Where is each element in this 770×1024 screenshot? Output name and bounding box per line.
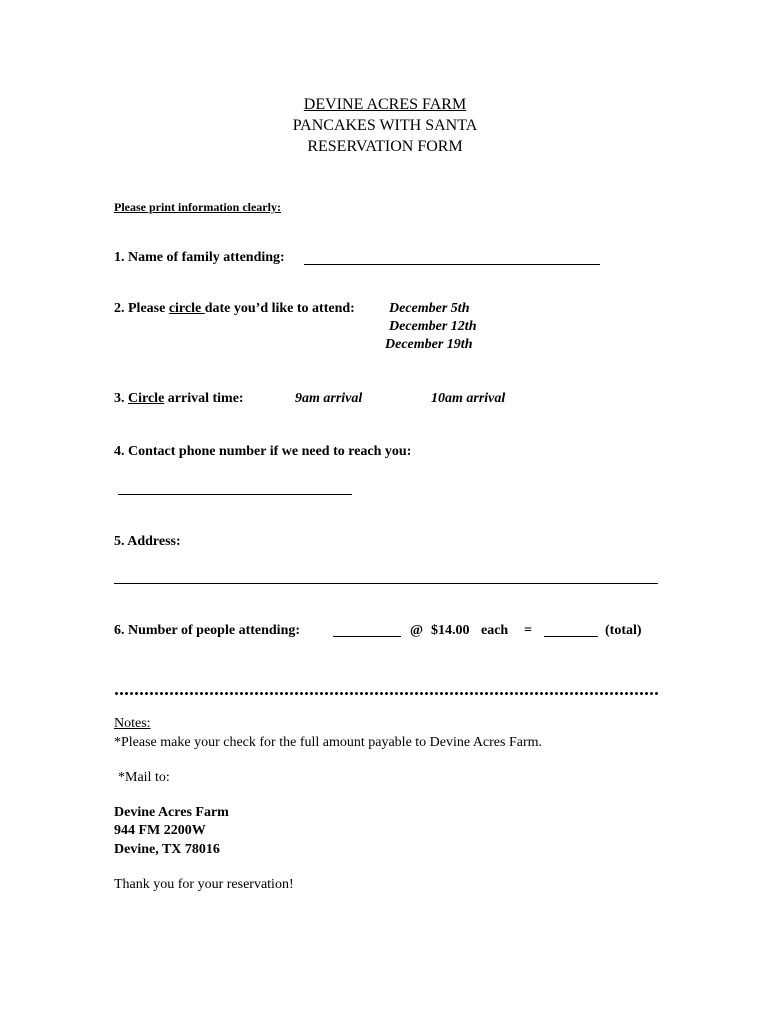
- at-symbol: @: [410, 623, 424, 638]
- arrival-option-10am[interactable]: 10am arrival: [431, 391, 506, 406]
- date-option-dec-12[interactable]: December 12th: [389, 319, 477, 334]
- phone-label: 4. Contact phone number if we need to reach you:: [114, 444, 412, 459]
- print-instruction: Please print information clearly:: [114, 200, 281, 214]
- farm-title: DEVINE ACRES FARM: [303, 96, 467, 113]
- dotted-separator: [114, 692, 658, 695]
- address-field[interactable]: [114, 583, 658, 584]
- arrival-question-suffix: arrival time:: [164, 391, 244, 406]
- people-count-field[interactable]: [333, 636, 401, 637]
- family-name-label: 1. Name of family attending:: [114, 250, 285, 265]
- check-payable-note: *Please make your check for the full amount payable to Devine Acres Farm.: [114, 735, 543, 750]
- date-question-prefix: 2. Please: [114, 301, 169, 316]
- total-label: (total): [605, 623, 642, 638]
- date-option-dec-19[interactable]: December 19th: [385, 337, 473, 352]
- mail-to-label: *Mail to:: [118, 770, 170, 785]
- circle-word: circle: [168, 301, 205, 316]
- price-per-person: $14.00: [431, 623, 470, 638]
- arrival-option-9am[interactable]: 9am arrival: [295, 391, 363, 406]
- family-name-field[interactable]: [304, 264, 600, 265]
- mail-address-street: 944 FM 2200W: [114, 823, 206, 838]
- mail-address-city: Devine, TX 78016: [114, 842, 220, 857]
- mail-address-name: Devine Acres Farm: [114, 805, 229, 820]
- equals-sign: =: [524, 623, 532, 638]
- form-title: RESERVATION FORM: [307, 138, 463, 155]
- address-label: 5. Address:: [114, 534, 181, 549]
- date-question: [114, 302, 355, 316]
- phone-field[interactable]: [118, 494, 352, 495]
- thank-you-note: Thank you for your reservation!: [114, 877, 294, 892]
- each-label: each: [481, 623, 509, 638]
- event-title: PANCAKES WITH SANTA: [292, 117, 478, 134]
- circle-word-arrival: Circle: [128, 391, 165, 406]
- total-amount-field[interactable]: [544, 636, 598, 637]
- date-option-dec-5[interactable]: December 5th: [389, 301, 470, 316]
- people-count-label: 6. Number of people attending:: [114, 623, 301, 638]
- arrival-question: [114, 392, 244, 406]
- arrival-question-prefix: 3.: [114, 391, 128, 406]
- date-question-suffix: date you’d like to attend:: [204, 301, 355, 316]
- notes-heading: Notes:: [114, 716, 151, 731]
